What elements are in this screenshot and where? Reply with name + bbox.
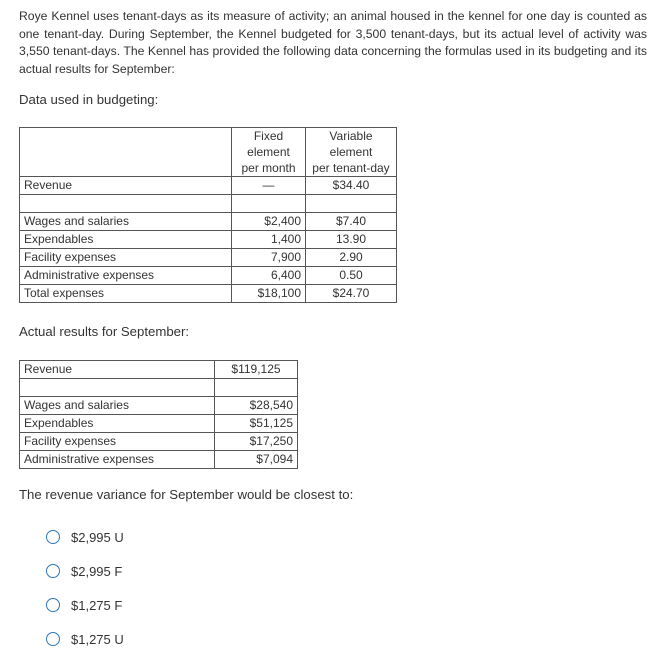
budget-header-blank (20, 128, 232, 177)
budget-heading: Data used in budgeting: (19, 92, 159, 107)
fixed-value: 1,400 (232, 231, 306, 249)
budget-header-row (20, 128, 397, 177)
row-label: Expendables (20, 415, 215, 433)
radio-button-icon[interactable] (46, 564, 60, 578)
table-row (20, 433, 298, 451)
row-label: Facility expenses (20, 433, 215, 451)
answer-option-c[interactable] (46, 595, 186, 615)
variable-value: $24.70 (306, 285, 397, 303)
table-row (20, 397, 298, 415)
actual-value: $7,094 (215, 451, 298, 469)
row-label: Revenue (20, 177, 232, 195)
option-label: $1,275 F (71, 597, 123, 613)
actual-heading: Actual results for September: (19, 324, 190, 339)
spacer-row (20, 379, 298, 397)
variable-value: 13.90 (306, 231, 397, 249)
fixed-header-line: per month (241, 161, 296, 175)
table-row (20, 267, 397, 285)
row-label: Wages and salaries (20, 213, 232, 231)
spacer-cell (306, 195, 397, 213)
variable-element-header (306, 128, 397, 177)
fixed-value: 6,400 (232, 267, 306, 285)
fixed-header-line: Fixed (253, 129, 284, 143)
answer-option-a[interactable] (46, 527, 186, 547)
row-label: Administrative expenses (20, 451, 215, 469)
budget-table (19, 127, 397, 303)
table-row (20, 249, 397, 267)
table-row (20, 361, 298, 379)
actual-value: $28,540 (215, 397, 298, 415)
variable-value: 0.50 (306, 267, 397, 285)
radio-button-icon[interactable] (46, 598, 60, 612)
answer-option-d[interactable] (46, 629, 186, 649)
spacer-cell (215, 379, 298, 397)
variable-header-line: element (329, 145, 373, 159)
spacer-cell (232, 195, 306, 213)
option-label: $2,995 U (71, 529, 124, 545)
row-label: Expendables (20, 231, 232, 249)
fixed-header-line: element (247, 145, 290, 159)
table-row (20, 177, 397, 195)
table-row (20, 285, 397, 303)
answer-option-b[interactable] (46, 561, 186, 581)
option-label: $2,995 F (71, 563, 123, 579)
spacer-row (20, 195, 397, 213)
actual-value: $119,125 (215, 361, 298, 379)
row-label: Facility expenses (20, 249, 232, 267)
radio-button-icon[interactable] (46, 632, 60, 646)
variable-value: $34.40 (306, 177, 397, 195)
problem-intro: Roye Kennel uses tenant-days as its measure of activity; an animal housed in the kennel for one day is counted as one tenant-day. During September, the Kennel budgeted for 3,500 tenant-days, but its actual level of activity was 3,550 tenant-days. The Kennel has provided the following data concerning the formulas used in its budgeting and its actual results for September: (19, 9, 647, 76)
table-row (20, 213, 397, 231)
fixed-value: $18,100 (232, 285, 306, 303)
question-text: The revenue variance for September would be closest to: (19, 487, 354, 502)
fixed-element-header (232, 128, 306, 177)
spacer-cell (20, 379, 215, 397)
table-row (20, 415, 298, 433)
actual-table (19, 360, 298, 469)
fixed-value: $2,400 (232, 213, 306, 231)
table-row (20, 231, 397, 249)
row-label: Revenue (20, 361, 215, 379)
radio-button-icon[interactable] (46, 530, 60, 544)
variable-header-line: per tenant-day (312, 161, 390, 175)
row-label: Administrative expenses (20, 267, 232, 285)
variable-value: 2.90 (306, 249, 397, 267)
row-label: Wages and salaries (20, 397, 215, 415)
row-label: Total expenses (20, 285, 232, 303)
actual-value: $17,250 (215, 433, 298, 451)
table-row (20, 451, 298, 469)
variable-value: $7.40 (306, 213, 397, 231)
fixed-value: — (232, 177, 306, 195)
spacer-cell (20, 195, 232, 213)
variable-header-line: Variable (329, 129, 373, 143)
fixed-value: 7,900 (232, 249, 306, 267)
option-label: $1,275 U (71, 631, 124, 647)
actual-value: $51,125 (215, 415, 298, 433)
